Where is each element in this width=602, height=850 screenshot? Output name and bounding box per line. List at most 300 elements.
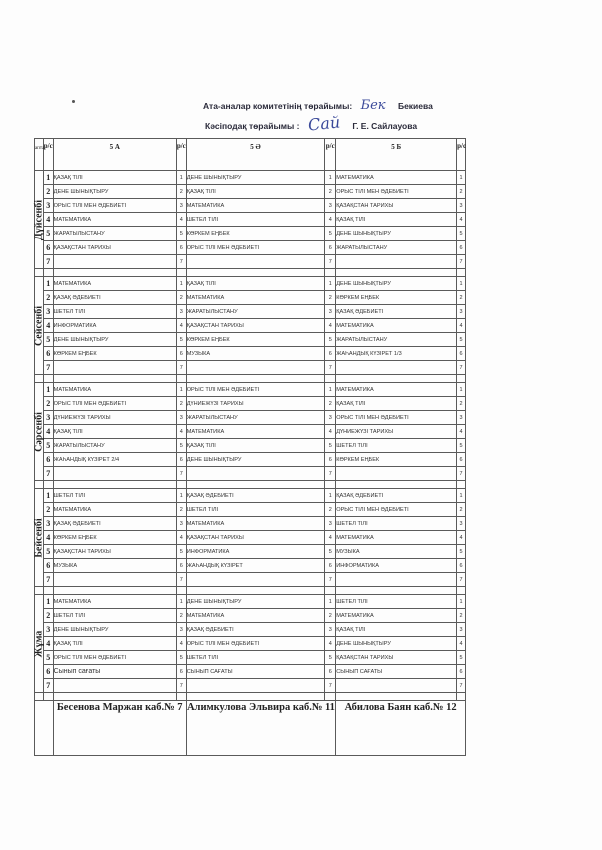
separator-cell — [53, 375, 176, 383]
subject-5b: ҚАЗАҚ ӘДЕБИЕТІ — [336, 489, 457, 503]
class-5ae-header: 5 Ә — [186, 139, 325, 171]
room-5a: 3 — [176, 199, 186, 213]
subject-5ae: ОРЫС ТІЛІ МЕН ӘДЕБИЕТІ — [186, 637, 325, 651]
room-5ae: 1 — [325, 171, 336, 185]
subject-5ae: ОРЫС ТІЛІ МЕН ӘДЕБИЕТІ — [186, 241, 325, 255]
lesson-number: 7 — [43, 573, 53, 587]
lesson-row — [35, 241, 466, 255]
separator-cell — [176, 587, 186, 595]
subject-5b: ҚАЗАҚ ТІЛІ — [336, 397, 457, 411]
subject-5b: ШЕТЕЛ ТІЛІ — [336, 439, 457, 453]
lesson-number: 1 — [43, 277, 53, 291]
lesson-row — [35, 453, 466, 467]
room-5ae: 3 — [325, 305, 336, 319]
lesson-row — [35, 199, 466, 213]
subject-5b: СЫНЫП САҒАТЫ — [336, 665, 457, 679]
separator-cell — [43, 375, 53, 383]
separator-cell — [53, 587, 176, 595]
subject-5ae: ШЕТЕЛ ТІЛІ — [186, 213, 325, 227]
subject-5b: МАТЕМАТИКА — [336, 383, 457, 397]
parent-committee-line — [203, 98, 433, 113]
room-5a: 1 — [176, 171, 186, 185]
subject-5b: ШЕТЕЛ ТІЛІ — [336, 517, 457, 531]
day-label-cell — [35, 383, 44, 481]
subject-5a: ҚАЗАҚСТАН ТАРИХЫ — [53, 545, 176, 559]
subject-5ae: ҚАЗАҚСТАН ТАРИХЫ — [186, 319, 325, 333]
day-name: Сәрсенбі — [33, 411, 45, 452]
subject-5a: МАТЕМАТИКА — [53, 503, 176, 517]
separator-cell — [186, 375, 325, 383]
subject-5ae: МАТЕМАТИКА — [186, 199, 325, 213]
subject-5a: ҚАЗАҚ ТІЛІ — [53, 171, 176, 185]
room-5a: 6 — [176, 241, 186, 255]
subject-5b: ДЕНЕ ШЫНЫҚТЫРУ — [336, 227, 457, 241]
lesson-number: 2 — [43, 609, 53, 623]
separator-cell — [35, 587, 44, 595]
subject-5ae: МАТЕМАТИКА — [186, 609, 325, 623]
room-5b: 2 — [457, 609, 466, 623]
subject-5ae: КӨРКЕМ ЕҢБЕК — [186, 227, 325, 241]
room-5ae: 2 — [325, 397, 336, 411]
subject-5b: ЖАРАТЫЛЫСТАНУ — [336, 333, 457, 347]
subject-5b: ЖАҺАНДЫҚ КҮЗІРЕТ 1/3 — [336, 347, 457, 361]
lesson-number: 5 — [43, 333, 53, 347]
lesson-row — [35, 623, 466, 637]
subject-5a — [53, 361, 176, 375]
lesson-number: 3 — [43, 411, 53, 425]
trade-union-name: Г. Е. Сайлауова — [352, 121, 418, 131]
lesson-number: 1 — [43, 489, 53, 503]
room-5b: 2 — [457, 397, 466, 411]
room-5b: 6 — [457, 665, 466, 679]
trade-union-line — [205, 114, 417, 133]
separator-cell — [457, 587, 466, 595]
lesson-row — [35, 439, 466, 453]
lesson-number: 4 — [43, 531, 53, 545]
room-5a: 7 — [176, 679, 186, 693]
subject-5ae: МАТЕМАТИКА — [186, 517, 325, 531]
subject-5ae — [186, 573, 325, 587]
separator-cell — [336, 269, 457, 277]
lesson-row — [35, 277, 466, 291]
room-5b: 5 — [457, 333, 466, 347]
lesson-row — [35, 609, 466, 623]
room-5ae: 1 — [325, 595, 336, 609]
trade-union-label: Кәсіподақ төрайымы : — [205, 121, 300, 131]
subject-5b: ИНФОРМАТИКА — [336, 559, 457, 573]
separator-cell — [186, 587, 325, 595]
room-5b: 4 — [457, 425, 466, 439]
subject-5ae: ШЕТЕЛ ТІЛІ — [186, 503, 325, 517]
day-separator — [35, 375, 466, 383]
day-name: Бейсенбі — [33, 517, 45, 558]
separator-cell — [336, 587, 457, 595]
room-5ae: 6 — [325, 559, 336, 573]
subject-5ae: МУЗЫКА — [186, 347, 325, 361]
subject-5b: ЖАРАТЫЛЫСТАНУ — [336, 241, 457, 255]
subject-5a: ДҮНИЕЖҮЗІ ТАРИХЫ — [53, 411, 176, 425]
lesson-row — [35, 545, 466, 559]
day-label-cell — [35, 171, 44, 269]
room-5ae: 1 — [325, 277, 336, 291]
room-5a: 2 — [176, 397, 186, 411]
lesson-number: 5 — [43, 227, 53, 241]
separator-cell — [176, 693, 186, 701]
separator-cell — [35, 481, 44, 489]
day-name: Сейсенбі — [33, 305, 45, 346]
room-5a: 6 — [176, 559, 186, 573]
lesson-row — [35, 665, 466, 679]
room-5ae: 4 — [325, 425, 336, 439]
subject-5a — [53, 679, 176, 693]
lesson-number: 3 — [43, 623, 53, 637]
lesson-row — [35, 227, 466, 241]
lesson-row — [35, 333, 466, 347]
lesson-number: 6 — [43, 453, 53, 467]
lesson-number: 6 — [43, 241, 53, 255]
lesson-row — [35, 397, 466, 411]
subject-5b: ҚАЗАҚСТАН ТАРИХЫ — [336, 651, 457, 665]
subject-5a: ҚАЗАҚ ТІЛІ — [53, 637, 176, 651]
room-5b: 7 — [457, 679, 466, 693]
lesson-number: 1 — [43, 595, 53, 609]
room-5b: 3 — [457, 517, 466, 531]
separator-cell — [325, 481, 336, 489]
lesson-row — [35, 559, 466, 573]
subject-5ae: МАТЕМАТИКА — [186, 291, 325, 305]
room-5b: 2 — [457, 291, 466, 305]
subject-5ae — [186, 361, 325, 375]
lesson-row — [35, 679, 466, 693]
subject-5ae: КӨРКЕМ ЕҢБЕК — [186, 333, 325, 347]
separator-cell — [457, 481, 466, 489]
subject-5a: ҚАЗАҚ ӘДЕБИЕТІ — [53, 517, 176, 531]
room-5b: 3 — [457, 411, 466, 425]
room-5b: 2 — [457, 185, 466, 199]
separator-cell — [325, 693, 336, 701]
room-5b: 3 — [457, 199, 466, 213]
day-label-cell — [35, 277, 44, 375]
separator-cell — [43, 481, 53, 489]
subject-5ae: СЫНЫП САҒАТЫ — [186, 665, 325, 679]
lesson-row — [35, 503, 466, 517]
subject-5a: ЖАРАТЫЛЫСТАНУ — [53, 439, 176, 453]
subject-5ae: ДЕНЕ ШЫНЫҚТЫРУ — [186, 595, 325, 609]
room-5a: 6 — [176, 453, 186, 467]
subject-5a: ОРЫС ТІЛІ МЕН ӘДЕБИЕТІ — [53, 651, 176, 665]
separator-cell — [35, 269, 44, 277]
room-5a: 7 — [176, 467, 186, 481]
day-name: Жұма — [33, 630, 45, 657]
subject-5a: ДЕНЕ ШЫНЫҚТЫРУ — [53, 185, 176, 199]
lesson-row — [35, 361, 466, 375]
day-name: Дүйсенбі — [33, 199, 45, 240]
lesson-number: 2 — [43, 397, 53, 411]
lesson-row — [35, 517, 466, 531]
subject-5ae: ШЕТЕЛ ТІЛІ — [186, 651, 325, 665]
room-5ae: 5 — [325, 545, 336, 559]
subject-5a: ҚАЗАҚСТАН ТАРИХЫ — [53, 241, 176, 255]
subject-5a: МАТЕМАТИКА — [53, 383, 176, 397]
room-5b: 5 — [457, 651, 466, 665]
room-5a: 2 — [176, 503, 186, 517]
subject-5ae: ҚАЗАҚСТАН ТАРИХЫ — [186, 531, 325, 545]
separator-cell — [457, 269, 466, 277]
separator-cell — [53, 269, 176, 277]
subject-5a: ЖАРАТЫЛЫСТАНУ — [53, 227, 176, 241]
subject-5b — [336, 255, 457, 269]
subject-5a: ИНФОРМАТИКА — [53, 319, 176, 333]
parent-committee-label: Ата-аналар комитетінің төрайымы: — [203, 101, 353, 111]
lesson-number: 7 — [43, 467, 53, 481]
subject-5a: МУЗЫКА — [53, 559, 176, 573]
lesson-number: 2 — [43, 503, 53, 517]
subject-5ae: МАТЕМАТИКА — [186, 425, 325, 439]
lesson-row — [35, 489, 466, 503]
room-5b: 3 — [457, 623, 466, 637]
separator-cell — [43, 269, 53, 277]
room-5b: 4 — [457, 319, 466, 333]
lesson-number: 3 — [43, 517, 53, 531]
subject-5b: ШЕТЕЛ ТІЛІ — [336, 595, 457, 609]
room-5ae: 7 — [325, 255, 336, 269]
subject-5a: КӨРКЕМ ЕҢБЕК — [53, 347, 176, 361]
lesson-number: 4 — [43, 213, 53, 227]
subject-5ae: ИНФОРМАТИКА — [186, 545, 325, 559]
footer-separator — [35, 693, 466, 701]
subject-5a: ШЕТЕЛ ТІЛІ — [53, 609, 176, 623]
subject-5b: ҚАЗАҚ ТІЛІ — [336, 213, 457, 227]
subject-5ae: ҚАЗАҚ ӘДЕБИЕТІ — [186, 623, 325, 637]
subject-5ae: ҚАЗАҚ ТІЛІ — [186, 277, 325, 291]
lesson-row — [35, 319, 466, 333]
subject-5ae: ДҮНИЕЖҮЗІ ТАРИХЫ — [186, 397, 325, 411]
separator-cell — [53, 693, 176, 701]
lesson-row — [35, 255, 466, 269]
room-5b: 1 — [457, 383, 466, 397]
separator-cell — [325, 587, 336, 595]
room-5ae: 6 — [325, 347, 336, 361]
lesson-row — [35, 637, 466, 651]
lesson-row — [35, 305, 466, 319]
room-5ae: 4 — [325, 213, 336, 227]
subject-5a — [53, 467, 176, 481]
room-5ae: 2 — [325, 185, 336, 199]
room-5b: 3 — [457, 305, 466, 319]
room-5b: 1 — [457, 489, 466, 503]
subject-5ae: ЖАҺАНДЫҚ КҮЗІРЕТ — [186, 559, 325, 573]
lesson-row — [35, 425, 466, 439]
room-5b: 5 — [457, 545, 466, 559]
class-5a-header: 5 А — [53, 139, 176, 171]
room-5ae: 5 — [325, 439, 336, 453]
subject-5b — [336, 361, 457, 375]
room-5b: 7 — [457, 361, 466, 375]
room-5ae: 1 — [325, 489, 336, 503]
subject-5a: Сынып сағаты — [53, 665, 176, 679]
subject-5b — [336, 467, 457, 481]
room-5ae: 7 — [325, 573, 336, 587]
lesson-row — [35, 531, 466, 545]
room-5ae: 6 — [325, 665, 336, 679]
room-5b: 6 — [457, 559, 466, 573]
room-5ae: 2 — [325, 503, 336, 517]
room-5a: 1 — [176, 489, 186, 503]
room-5a: 5 — [176, 545, 186, 559]
room-5ae: 3 — [325, 199, 336, 213]
room-5ae: 1 — [325, 383, 336, 397]
room-5ae: 6 — [325, 453, 336, 467]
lesson-row — [35, 347, 466, 361]
room-5a: 5 — [176, 227, 186, 241]
lesson-row — [35, 651, 466, 665]
room-a-header: р/с — [176, 139, 186, 171]
day-column-header: апта — [35, 139, 44, 171]
room-5a: 3 — [176, 623, 186, 637]
lesson-number: 6 — [43, 665, 53, 679]
subject-5b: ҚАЗАҚ ТІЛІ — [336, 623, 457, 637]
day-separator — [35, 587, 466, 595]
subject-5ae — [186, 679, 325, 693]
room-5a: 2 — [176, 609, 186, 623]
room-5b: 2 — [457, 503, 466, 517]
subject-5a: МАТЕМАТИКА — [53, 277, 176, 291]
lesson-row — [35, 411, 466, 425]
room-c-header: р/с — [457, 139, 466, 171]
room-5a: 7 — [176, 573, 186, 587]
room-5b: 4 — [457, 637, 466, 651]
separator-cell — [186, 481, 325, 489]
subject-5ae: ЖАРАТЫЛЫСТАНУ — [186, 305, 325, 319]
lesson-row — [35, 467, 466, 481]
lesson-number: 5 — [43, 651, 53, 665]
subject-5a: ОРЫС ТІЛІ МЕН ӘДЕБИЕТІ — [53, 397, 176, 411]
lesson-number: 4 — [43, 637, 53, 651]
room-5ae: 5 — [325, 227, 336, 241]
day-separator — [35, 481, 466, 489]
header-row — [35, 139, 466, 171]
subject-5a: МАТЕМАТИКА — [53, 213, 176, 227]
room-5a: 7 — [176, 255, 186, 269]
lesson-number: 1 — [43, 383, 53, 397]
subject-5b: МАТЕМАТИКА — [336, 319, 457, 333]
lesson-number: 2 — [43, 185, 53, 199]
room-5a: 5 — [176, 651, 186, 665]
lesson-number: 7 — [43, 255, 53, 269]
room-5b: 1 — [457, 171, 466, 185]
lesson-number: 6 — [43, 347, 53, 361]
room-5a: 2 — [176, 291, 186, 305]
room-5a: 4 — [176, 531, 186, 545]
subject-5b: МАТЕМАТИКА — [336, 609, 457, 623]
subject-5ae: ҚАЗАҚ ТІЛІ — [186, 439, 325, 453]
room-5b: 6 — [457, 453, 466, 467]
subject-5ae: ҚАЗАҚ ТІЛІ — [186, 185, 325, 199]
lesson-number: 7 — [43, 361, 53, 375]
subject-5a: ЖАҺАНДЫҚ КҮЗІРЕТ 2/4 — [53, 453, 176, 467]
room-5a: 6 — [176, 665, 186, 679]
lesson-number: 7 — [43, 679, 53, 693]
parent-committee-signature: Бек — [360, 98, 386, 113]
num-column-header: р/с — [43, 139, 53, 171]
subject-5a: ОРЫС ТІЛІ МЕН ӘДЕБИЕТІ — [53, 199, 176, 213]
subject-5ae: ДЕНЕ ШЫНЫҚТЫРУ — [186, 171, 325, 185]
subject-5a — [53, 573, 176, 587]
lesson-row — [35, 383, 466, 397]
subject-5b: ОРЫС ТІЛІ МЕН ӘДЕБИЕТІ — [336, 411, 457, 425]
lesson-number: 2 — [43, 291, 53, 305]
subject-5ae: ДЕНЕ ШЫНЫҚТЫРУ — [186, 453, 325, 467]
subject-5b: ДЕНЕ ШЫНЫҚТЫРУ — [336, 277, 457, 291]
subject-5b: МАТЕМАТИКА — [336, 531, 457, 545]
separator-cell — [325, 375, 336, 383]
lesson-number: 1 — [43, 171, 53, 185]
scan-dot — [72, 100, 75, 103]
subject-5a: КӨРКЕМ ЕҢБЕК — [53, 531, 176, 545]
subject-5ae — [186, 255, 325, 269]
room-5a: 4 — [176, 425, 186, 439]
subject-5a: ШЕТЕЛ ТІЛІ — [53, 489, 176, 503]
room-5ae: 6 — [325, 241, 336, 255]
separator-cell — [43, 587, 53, 595]
lesson-row — [35, 213, 466, 227]
separator-cell — [35, 375, 44, 383]
room-5b: 7 — [457, 255, 466, 269]
lesson-row — [35, 573, 466, 587]
parent-committee-name: Бекиева — [397, 101, 433, 111]
room-5b: 5 — [457, 227, 466, 241]
subject-5b: КӨРКЕМ ЕҢБЕК — [336, 291, 457, 305]
subject-5b: ҚАЗАҚ ӘДЕБИЕТІ — [336, 305, 457, 319]
lesson-number: 4 — [43, 425, 53, 439]
room-5b: 7 — [457, 573, 466, 587]
teacher-5a: Бесенова Маржан каб.№ 7 — [53, 701, 186, 756]
room-5ae: 4 — [325, 319, 336, 333]
lesson-number: 6 — [43, 559, 53, 573]
room-5b: 1 — [457, 277, 466, 291]
subject-5b: ДҮНИЕЖҮЗІ ТАРИХЫ — [336, 425, 457, 439]
separator-cell — [176, 481, 186, 489]
room-5ae: 7 — [325, 679, 336, 693]
room-5b: 7 — [457, 467, 466, 481]
subject-5ae — [186, 467, 325, 481]
subject-5a — [53, 255, 176, 269]
lesson-number: 3 — [43, 199, 53, 213]
subject-5a: ДЕНЕ ШЫНЫҚТЫРУ — [53, 623, 176, 637]
subject-5b: ҚАЗАҚСТАН ТАРИХЫ — [336, 199, 457, 213]
room-b-header: р/с — [325, 139, 336, 171]
separator-cell — [186, 269, 325, 277]
separator-cell — [176, 375, 186, 383]
subject-5b: ОРЫС ТІЛІ МЕН ӘДЕБИЕТІ — [336, 185, 457, 199]
room-5b: 6 — [457, 347, 466, 361]
teacher-5b: Абилова Баян каб.№ 12 — [336, 701, 466, 756]
room-5a: 7 — [176, 361, 186, 375]
teacher-row-blank — [35, 701, 54, 756]
room-5ae: 2 — [325, 291, 336, 305]
room-5a: 4 — [176, 319, 186, 333]
lesson-number: 5 — [43, 545, 53, 559]
room-5a: 5 — [176, 333, 186, 347]
subject-5b: КӨРКЕМ ЕҢБЕК — [336, 453, 457, 467]
subject-5b: ДЕНЕ ШЫНЫҚТЫРУ — [336, 637, 457, 651]
subject-5a: ДЕНЕ ШЫНЫҚТЫРУ — [53, 333, 176, 347]
room-5ae: 4 — [325, 531, 336, 545]
room-5a: 3 — [176, 517, 186, 531]
room-5a: 5 — [176, 439, 186, 453]
teacher-row — [35, 701, 466, 756]
lesson-row — [35, 291, 466, 305]
